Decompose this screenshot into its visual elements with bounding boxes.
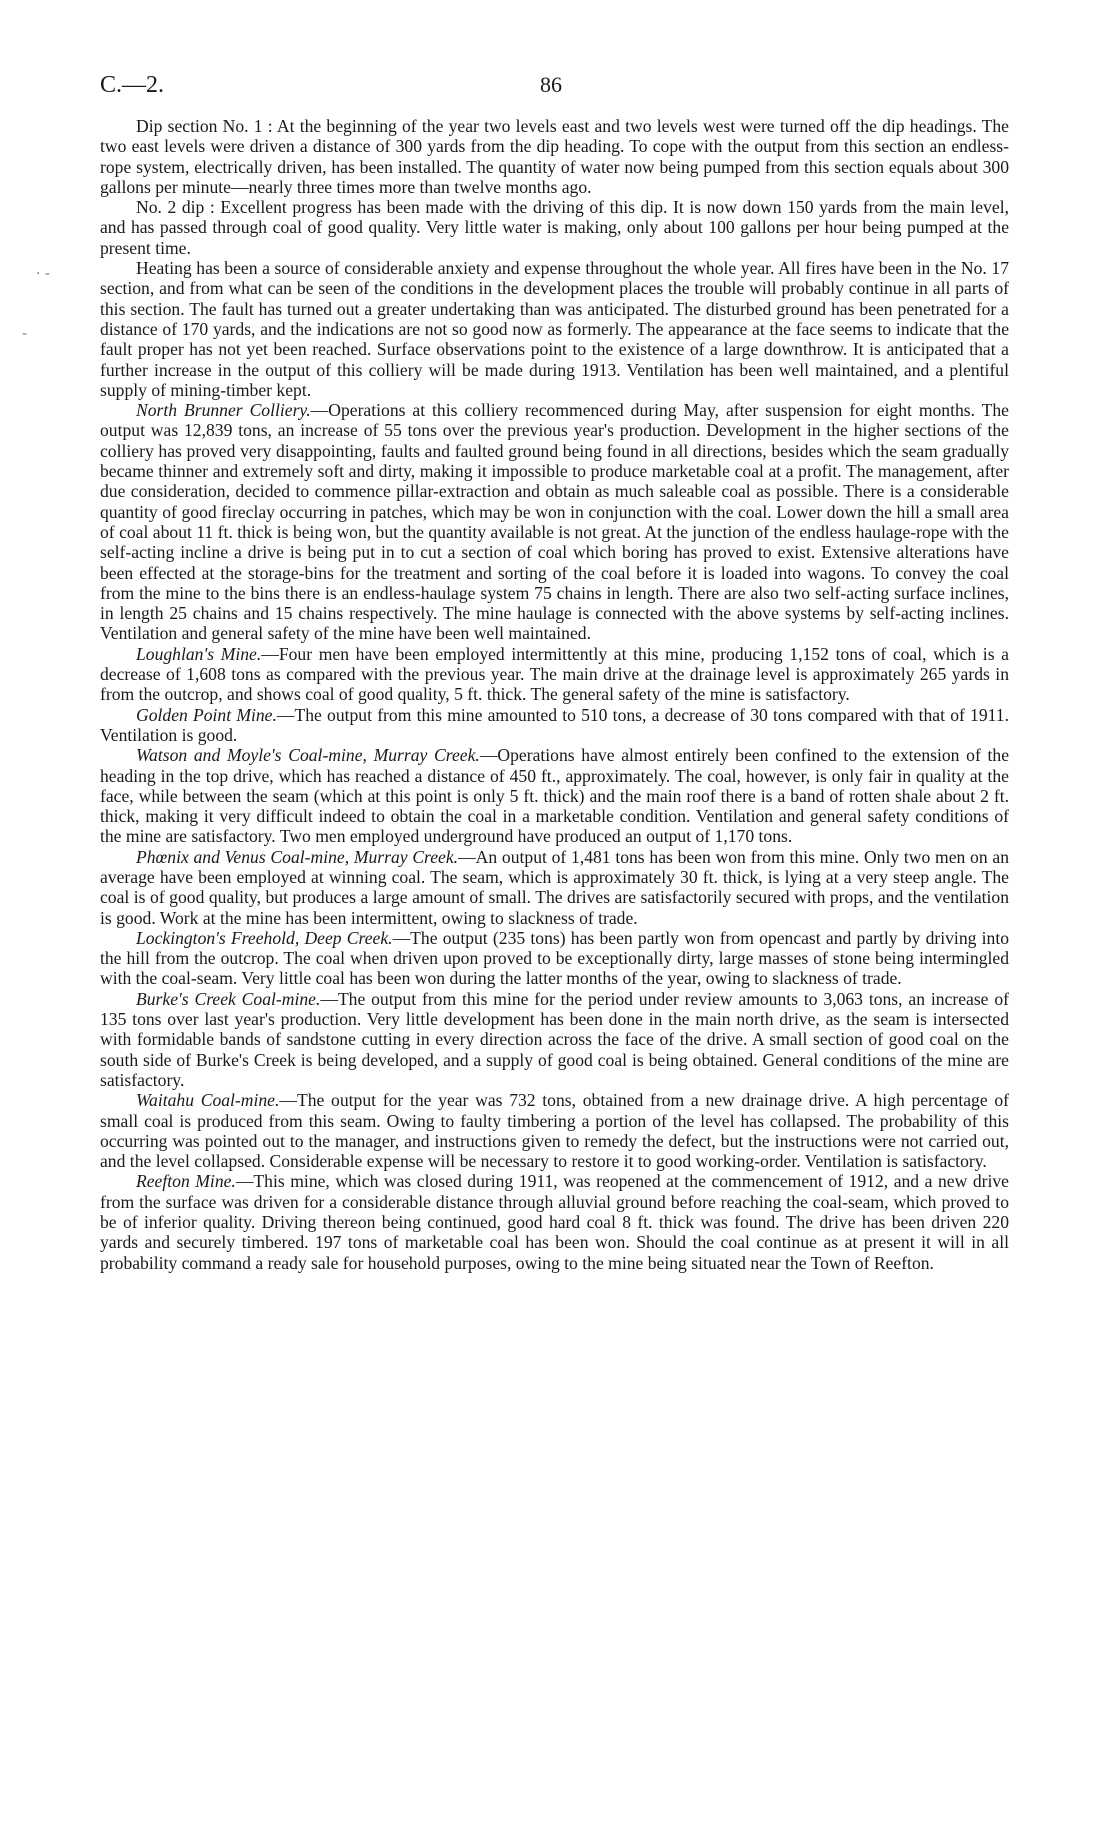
margin-mark: - xyxy=(22,326,28,342)
paragraph: Dip section No. 1 : At the beginning of the year two levels east and two levels west were turned off the dip headings. The two east levels were driven a distance of 300 yards from the dip heading. To cope with the output from this section an endless-rope system, electrically driven, has been installed. The quantity of water now being pumped from this section equals about 300 gallons per minute—nearly three times more than twelve months ago. xyxy=(100,116,1009,197)
paragraph: Watson and Moyle's Coal-mine, Murray Creek.—Operations have almost entirely been confined to the extension of the heading in the top drive, which has reached a distance of 450 ft., approximately. The coal, however, is only fair in quality at the face, while between the seam (which at this point is only 5 ft. thick) and the main roof there is a band of rotten shale about 2 ft. thick, making it very difficult indeed to obtain the coal in a marketable condition. Ventilation and general safety conditions of the mine are satisfactory. Two men employed underground have produced an output of 1,170 tons. xyxy=(100,745,1009,847)
paragraph: Golden Point Mine.—The output from this mine amounted to 510 tons, a decrease of 30 tons compared with that of 1911. Ventilation is good. xyxy=(100,704,1009,745)
page-header xyxy=(100,72,1009,112)
section-heading: Loughlan's Mine. xyxy=(136,643,262,664)
document-reference: C.—2. xyxy=(100,72,165,98)
section-heading: Golden Point Mine. xyxy=(136,704,277,725)
section-heading: Lockington's Freehold, Deep Creek. xyxy=(136,927,393,948)
section-heading: Phœnix and Venus Coal-mine, Murray Creek. xyxy=(136,846,459,867)
page-number: 86 xyxy=(540,72,562,97)
paragraph: Waitahu Coal-mine.—The output for the year was 732 tons, obtained from a new drainage drive. A high percentage of small coal is produced from this seam. Owing to faulty timbering a portion of the level has collapsed. The probability of this occurring was pointed out to the manager, and instructions given to remedy the defect, but the instructions were not carried out, and the level collapsed. Considerable expense will be necessary to restore it to good working-order. Ventilation is satisfactory. xyxy=(100,1090,1009,1172)
section-heading: Waitahu Coal-mine. xyxy=(136,1090,280,1111)
paragraph: Phœnix and Venus Coal-mine, Murray Creek.—An output of 1,481 tons has been won from this mine. Only two men on an average have been employed at winning coal. The seam, which is approximately 30 ft. thick, is lying at a very steep angle. The coal is of good quality, but produces a large amount of small. The drives are satisfactorily secured with props, and the ventilation is good. Work at the mine has been intermittent, owing to slackness of trade. xyxy=(100,846,1009,928)
paragraph: Burke's Creek Coal-mine.—The output from this mine for the period under review amounts to 3,063 tons, an increase of 135 tons over last year's production. Very little development has been done in the main north drive, as the seam is intersected with formidable bands of sandstone cutting in every direction across the face of the drive. A small section of good coal on the south side of Burke's Creek is being developed, and a supply of good coal is being obtained. General conditions of the mine are satisfactory. xyxy=(100,988,1009,1090)
paragraph: Heating has been a source of considerable anxiety and expense throughout the whole year. All fires have been in the No. 17 section, and from what can be seen of the conditions in the development places the trouble will probably continue in all parts of this section. The fault has turned out a greater undertaking than was anticipated. The disturbed ground has been penetrated for a distance of 170 yards, and the indications are not so good now as formerly. The appearance at the face seems to indicate that the fault proper has not yet been reached. Surface observations point to the existence of a large downthrow. It is anticipated that a further increase in the output of this colliery will be made during 1913. Ventilation has been well maintained, and a plentiful supply of mining-timber kept. xyxy=(100,258,1009,400)
section-heading: Burke's Creek Coal-mine. xyxy=(136,988,321,1009)
margin-mark: · - xyxy=(36,266,50,282)
body-text xyxy=(100,116,1009,1273)
paragraph: Loughlan's Mine.—Four men have been employed intermittently at this mine, producing 1,152 tons of coal, which is a decrease of 1,608 tons as compared with the previous year. The main drive at the drainage level is approximately 265 yards in from the outcrop, and shows coal of good quality, 5 ft. thick. The general safety of the mine is satisfactory. xyxy=(100,643,1009,705)
paragraph: Reefton Mine.—This mine, which was closed during 1911, was reopened at the commencement of 1912, and a new drive from the surface was driven for a considerable distance through alluvial ground before reaching the coal-seam, which proved to be of inferior quality. Driving thereon being continued, good hard coal 8 ft. thick was found. The drive has been driven 220 yards and securely timbered. 197 tons of marketable coal has been won. Should the coal continue as at present it will in all probability command a ready sale for household purposes, owing to the mine being situated near the Town of Reefton. xyxy=(100,1171,1009,1273)
paragraph: North Brunner Colliery.—Operations at this colliery recommenced during May, after suspension for eight months. The output was 12,839 tons, an increase of 55 tons over the previous year's production. Development in the higher sections of the colliery has proved very disappointing, faults and faulted ground being found in all directions, besides which the seam gradually became thinner and extremely soft and dirty, making it impossible to produce marketable coal at a profit. The management, after due consideration, decided to commence pillar-extraction and obtain as much saleable coal as possible. There is a considerable quantity of good fireclay occurring in patches, which may be won in conjunction with the coal. Lower down the hill a small area of coal about 11 ft. thick is being won, but the quantity available is not great. At the junction of the endless haulage-rope with the self-acting incline a drive is being put in to cut a section of coal which boring has proved to exist. Extensive alterations have been effected at the storage-bins for the treatment and sorting of the coal before it is loaded into wagons. To convey the coal from the mine to the bins there is an endless-haulage system 75 chains in length. There are also two self-acting surface inclines, in length 25 chains and 15 chains respectively. The mine haulage is connected with the above systems by self-acting inclines. Ventilation and general safety of the mine have been well maintained. xyxy=(100,400,1009,644)
paragraph: No. 2 dip : Excellent progress has been made with the driving of this dip. It is now down 150 yards from the main level, and has passed through coal of good quality. Very little water is making, only about 100 gallons per hour being pumped at the present time. xyxy=(100,197,1009,258)
paragraph: Lockington's Freehold, Deep Creek.—The output (235 tons) has been partly won from opencast and partly by driving into the hill from the outcrop. The coal when driven upon proved to be exceptionally dirty, large masses of stone being intermingled with the coal-seam. Very little coal has been won during the latter months of the year, owing to slackness of trade. xyxy=(100,927,1010,989)
section-heading: North Brunner Colliery. xyxy=(136,400,311,421)
section-heading: Watson and Moyle's Coal-mine, Murray Creek. xyxy=(136,745,480,766)
section-heading: Reefton Mine. xyxy=(136,1171,236,1192)
